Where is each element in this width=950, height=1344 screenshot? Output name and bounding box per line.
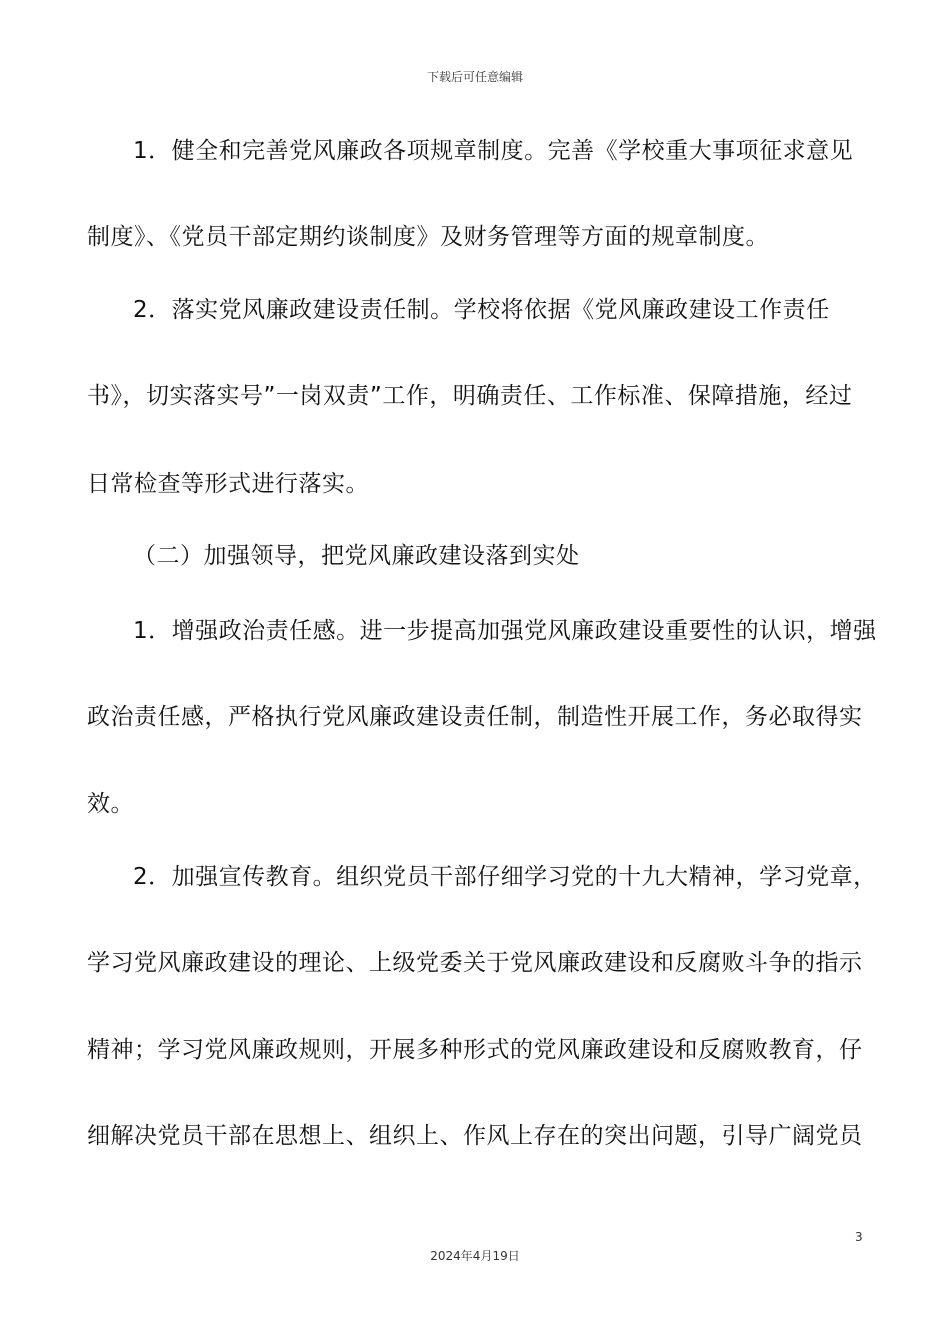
text-line: 精神；学习党风廉政规则，开展多种形式的党风廉政建设和反腐败教育，仔 bbox=[87, 1037, 863, 1063]
text-line: 制度》、《党员干部定期约谈制度》及财务管理等方面的规章制度。 bbox=[87, 224, 769, 250]
text-line: 1．健全和完善党风廉政各项规章制度。完善《学校重大事项征求意见 bbox=[133, 138, 854, 164]
text-line: 2．加强宣传教育。组织党员干部仔细学习党的十九大精神，学习党章， bbox=[133, 864, 877, 890]
text-line: 日常检查等形式进行落实。 bbox=[87, 471, 369, 497]
text-line: 学习党风廉政建设的理论、上级党委关于党风廉政建设和反腐败斗争的指示 bbox=[87, 950, 863, 976]
text-line: 政治责任感，严格执行党风廉政建设责任制，制造性开展工作，务必取得实 bbox=[87, 704, 863, 730]
section-heading: （二）加强领导，把党风廉政建设落到实处 bbox=[133, 543, 580, 569]
text-line: 2．落实党风廉政建设责任制。学校将依据《党风廉政建设工作责任 bbox=[133, 297, 830, 323]
text-line: 细解决党员干部在思想上、组织上、作风上存在的突出问题，引导广阔党员 bbox=[87, 1123, 863, 1149]
text-line: 书》，切实落实号”一岗双责”工作，明确责任、工作标准、保障措施，经过 bbox=[87, 383, 853, 409]
page-number: 3 bbox=[855, 1230, 863, 1244]
page-footer-date: 2024年4月19日 bbox=[430, 1249, 520, 1263]
text-line: 1．增强政治责任感。进一步提高加强党风廉政建设重要性的认识，增强 bbox=[133, 618, 877, 644]
text-line: 效。 bbox=[87, 791, 134, 817]
page-header: 下载后可任意编辑 bbox=[426, 70, 523, 84]
